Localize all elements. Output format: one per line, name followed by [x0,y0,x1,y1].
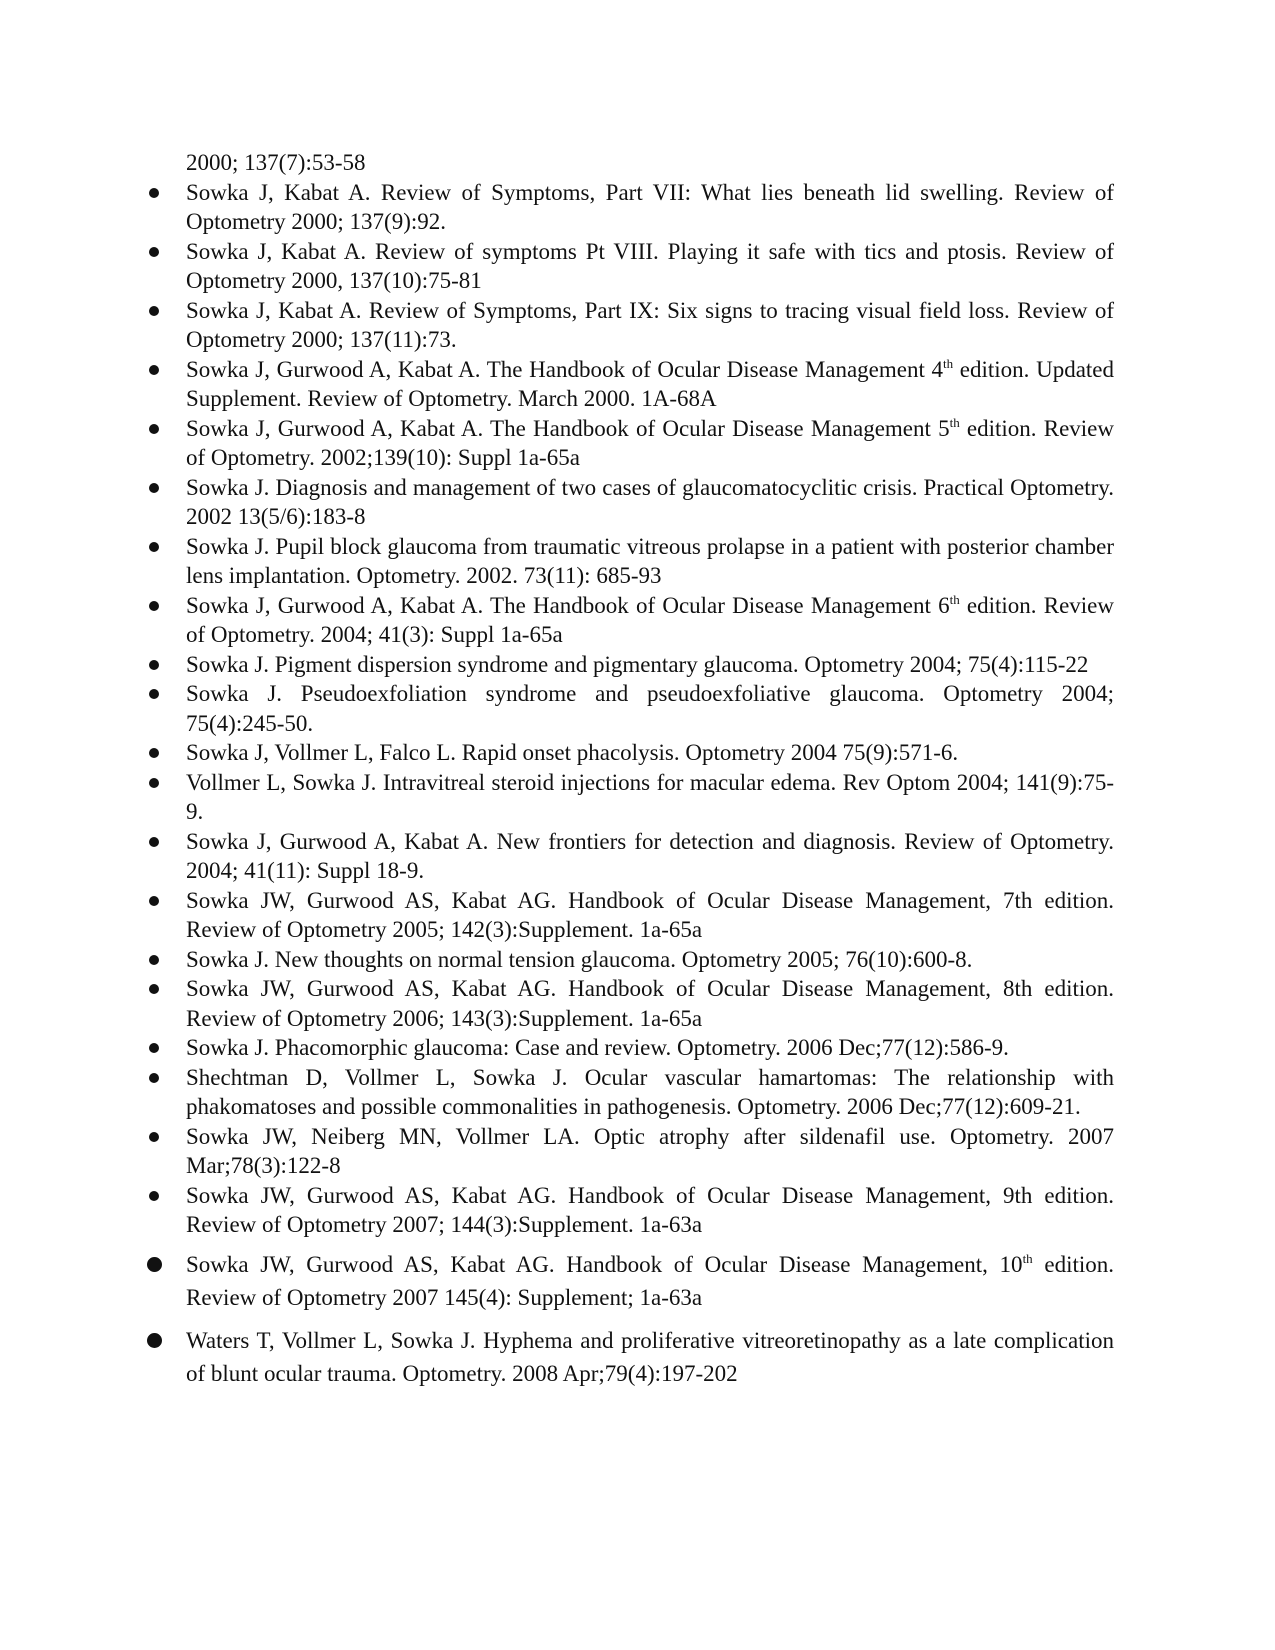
bullet-icon [149,896,159,906]
edition-superscript: th [943,355,954,371]
reference-list [186,178,1114,1390]
bullet-icon [149,542,159,552]
bullet-icon [149,1132,159,1142]
bullet-icon [149,483,159,493]
reference-item [186,738,1114,768]
reference-text: Sowka J, Gurwood A, Kabat A. The Handbook of Ocular Disease Management 6 [186,592,950,618]
bullet-icon [149,188,159,198]
reference-text: Sowka JW, Gurwood AS, Kabat AG. Handbook of Ocular Disease Management, 9th edition. Review of Optometry 2007; 144(3):Supplement. 1a-63a [186,1182,1114,1237]
reference-item [186,296,1114,355]
reference-text: Sowka J. Pupil block glaucoma from traumatic vitreous prolapse in a patient with posterior chamber lens implantation. Optometry. 2002. 73(11): 685-93 [186,533,1114,588]
reference-item [186,679,1114,738]
bullet-icon [149,748,159,758]
reference-item [186,974,1114,1033]
edition-superscript: th [949,591,960,607]
reference-text: Waters T, Vollmer L, Sowka J. Hyphema and proliferative vitreoretinopathy as a late complication of blunt ocular trauma. Optometry. 2008 Apr;79(4):197-202 [186,1327,1114,1386]
reference-text-continued: edition. Review of Optometry. 2002;139(10): Suppl 1a-65a [186,415,1114,470]
reference-text-continued: edition. Review of Optometry. 2004; 41(3): Suppl 1a-65a [186,592,1114,647]
reference-list-container [186,148,1114,1390]
reference-text: Sowka J. New thoughts on normal tension glaucoma. Optometry 2005; 76(10):600-8. [186,946,973,972]
reference-text: Sowka JW, Gurwood AS, Kabat AG. Handbook of Ocular Disease Management, 8th edition. Review of Optometry 2006; 143(3):Supplement. 1a-65a [186,976,1114,1031]
reference-item [186,1181,1114,1240]
bullet-icon [149,424,159,434]
bullet-icon [147,1333,162,1348]
reference-text: Sowka JW, Neiberg MN, Vollmer LA. Optic atrophy after sildenafil use. Optometry. 2007 Mar;78(3):122-8 [186,1123,1114,1178]
reference-text: Shechtman D, Vollmer L, Sowka J. Ocular vascular hamartomas: The relationship with phakomatoses and possible commonalities in pathogenesis. Optometry. 2006 Dec;77(12):609-21. [186,1064,1114,1119]
reference-item [186,1324,1114,1390]
bullet-icon [149,365,159,375]
reference-text: Sowka J. Phacomorphic glaucoma: Case and review. Optometry. 2006 Dec;77(12):586-9. [186,1035,1009,1060]
reference-item [186,414,1114,473]
bullet-icon [149,247,159,257]
reference-text: Sowka J. Diagnosis and management of two cases of glaucomatocyclitic crisis. Practical Optometry. 2002 13(5/6):183-8 [186,474,1114,529]
reference-item [186,827,1114,886]
reference-item [186,237,1114,296]
reference-text: Sowka J, Gurwood A, Kabat A. The Handbook of Ocular Disease Management 4 [186,356,944,382]
reference-item [186,1122,1114,1181]
reference-text: Sowka J, Kabat A. Review of Symptoms, Part VII: What lies beneath lid swelling. Review of Optometry 2000; 137(9):92. [186,179,1114,234]
reference-text: Sowka J. Pseudoexfoliation syndrome and pseudoexfoliative glaucoma. Optometry 2004; 75(4):245-50. [186,681,1114,736]
reference-text: Vollmer L, Sowka J. Intravitreal steroid injections for macular edema. Rev Optom 2004; 141(9):75-9. [186,769,1114,824]
reference-item [186,1063,1114,1122]
reference-text: Sowka J, Vollmer L, Falco L. Rapid onset phacolysis. Optometry 2004 75(9):571-6. [186,740,959,765]
bullet-icon [149,306,159,316]
reference-item [186,473,1114,532]
bullet-icon [149,955,159,965]
reference-text-continued: edition. Review of Optometry 2007 145(4): Supplement; 1a-63a [186,1251,1114,1310]
bullet-icon [149,1073,159,1083]
bullet-icon [149,689,159,699]
reference-text: Sowka J, Kabat A. Review of symptoms Pt VIII. Playing it safe with tics and ptosis. Review of Optometry 2000, 137(10):75-81 [186,238,1114,293]
reference-item [186,650,1114,680]
reference-text: Sowka J, Kabat A. Review of Symptoms, Part IX: Six signs to tracing visual field loss. Review of Optometry 2000; 137(11):73. [186,297,1114,352]
bullet-icon [149,984,159,994]
reference-item [186,768,1114,827]
edition-superscript: th [949,414,960,430]
bullet-icon [149,660,159,670]
bullet-icon [149,837,159,847]
bullet-icon [149,778,159,788]
reference-item [186,886,1114,945]
bullet-icon [149,1043,159,1053]
bullet-icon [149,601,159,611]
reference-item [186,1248,1114,1314]
reference-text: Sowka J, Gurwood A, Kabat A. New frontiers for detection and diagnosis. Review of Optometry. 2004; 41(11): Suppl 18-9. [186,828,1114,883]
reference-item [186,945,1114,975]
edition-superscript: th [1022,1250,1033,1266]
reference-item [186,355,1114,414]
reference-item [186,532,1114,591]
reference-item [186,1033,1114,1063]
reference-text: Sowka J. Pigment dispersion syndrome and pigmentary glaucoma. Optometry 2004; 75(4):115-22 [186,651,1089,677]
reference-text: Sowka JW, Gurwood AS, Kabat AG. Handbook of Ocular Disease Management, 7th edition. Review of Optometry 2005; 142(3):Supplement. 1a-65a [186,887,1114,942]
reference-item [186,591,1114,650]
bullet-icon [149,1191,159,1201]
reference-text-continued: edition. Updated Supplement. Review of Optometry. March 2000. 1A-68A [186,356,1114,411]
reference-item [186,178,1114,237]
reference-text: Sowka JW, Gurwood AS, Kabat AG. Handbook of Ocular Disease Management, 10 [186,1251,1023,1277]
bullet-icon [147,1257,162,1272]
continuation-line: 2000; 137(7):53-58 [186,150,366,175]
reference-text: Sowka J, Gurwood A, Kabat A. The Handbook of Ocular Disease Management 5 [186,415,950,441]
